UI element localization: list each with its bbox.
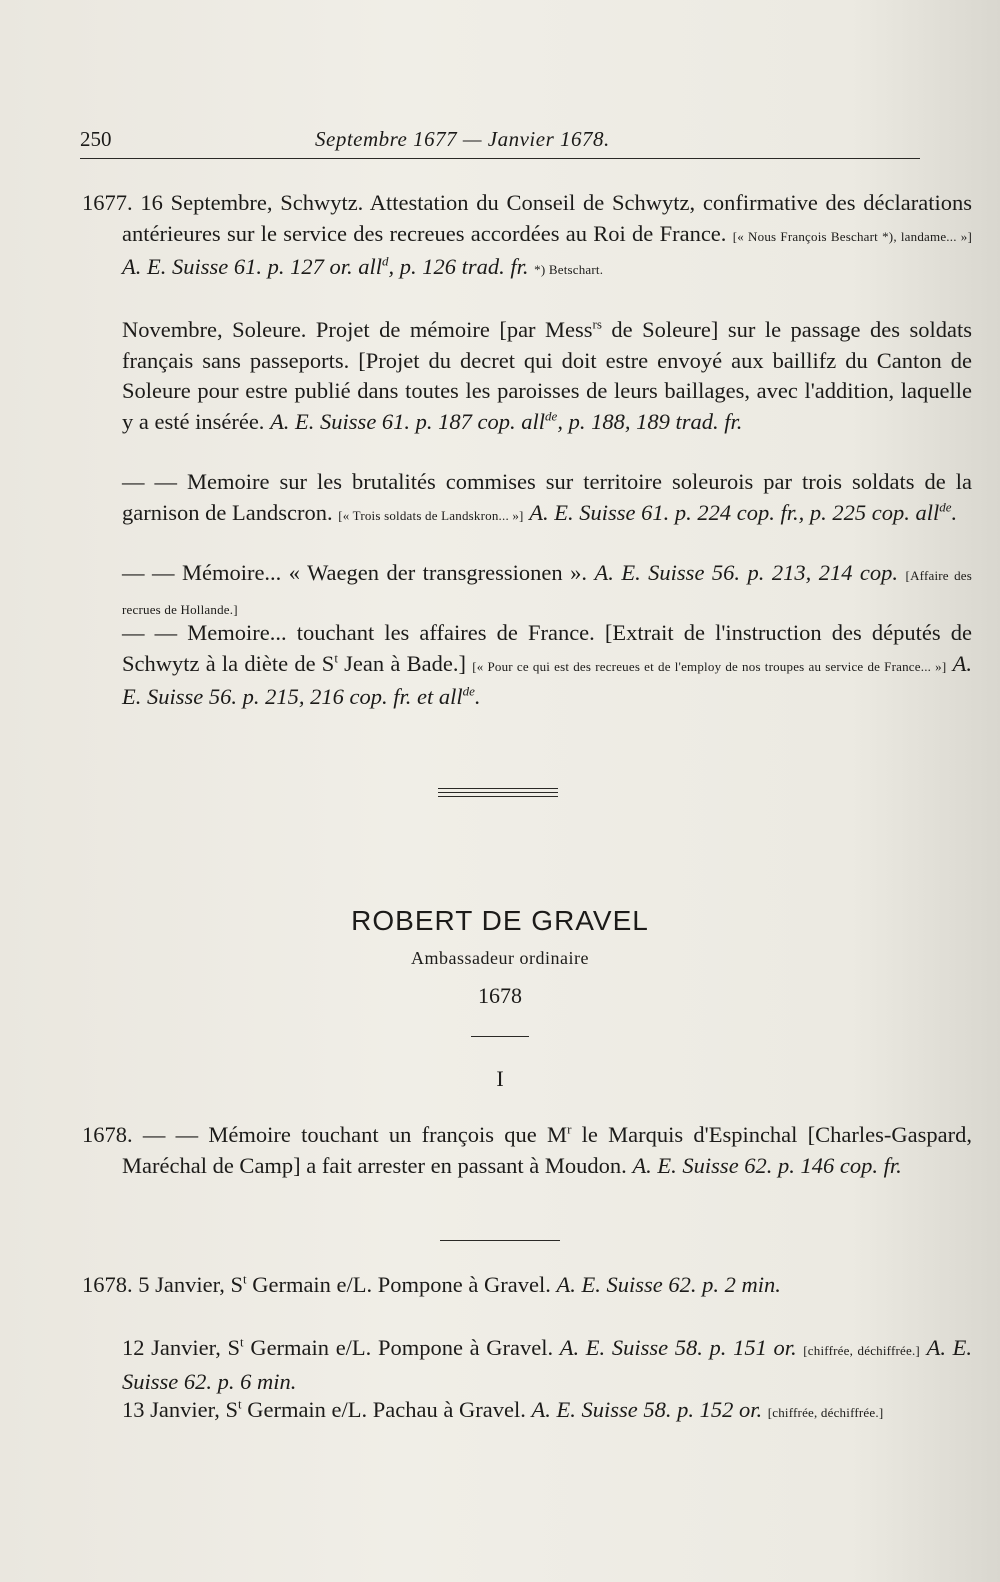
archive-reference: A. E. Suisse 62. p. 146 cop. fr.	[632, 1152, 902, 1178]
entry-1678-01-05	[82, 1270, 972, 1301]
entry-note: [chiffrée, déchiffrée.]	[803, 1343, 920, 1358]
superscript: t	[242, 1271, 247, 1287]
ambassador-name: ROBERT DE GRAVEL	[351, 905, 649, 936]
entry-text: — — Mémoire... « Waegen der transgressionen ».	[122, 560, 587, 585]
entry-text: 1677. 16 Septembre, Schwytz. Attestation du Conseil de Schwytz, confirmative des déclarations antérieures sur le service des recreues accordées au Roi de France.	[82, 190, 972, 246]
entry-text: Germain e/L. Pompone à Gravel.	[246, 1272, 551, 1297]
running-title: Septembre 1677 — Janvier 1678.	[315, 127, 610, 151]
entry-1678-01-13	[82, 1395, 972, 1429]
entry-text: Novembre, Soleure. Projet de mémoire [par Mess	[122, 317, 593, 342]
entry-memoire-brutalites	[82, 467, 972, 531]
year-rule	[471, 1036, 529, 1037]
entry-text: — — Memoire... touchant les affaires de France. [Extrait de l'instruction des députés de Schwytz à la diète de S	[122, 620, 972, 676]
archive-reference: A. E. Suisse 56. p. 213, 214 cop.	[594, 560, 899, 585]
superscript: t	[240, 1334, 244, 1350]
entry-1677-09-16	[82, 188, 972, 286]
entry-rule	[440, 1240, 560, 1241]
archive-reference: A. E. Suisse 61. p. 187 cop. all	[270, 408, 546, 434]
superscript: d	[382, 253, 389, 269]
entry-text: 12 Janvier, S	[122, 1335, 241, 1360]
entry-note: [« Trois soldats de Landskron... »]	[338, 507, 524, 523]
archive-reference: A. E. Suisse 62. p. 6 min.	[122, 1335, 973, 1394]
archive-reference: A. E. Suisse 58. p. 152 or.	[531, 1397, 763, 1422]
archive-reference: A. E. Suisse 61. p. 127 or. all	[122, 254, 383, 279]
superscript: t	[334, 650, 338, 665]
archive-reference: , p. 126 trad. fr.	[388, 254, 529, 279]
entry-text: 1678. 5 Janvier, S	[82, 1272, 243, 1297]
section-divider	[438, 788, 558, 800]
entry-memoire-waegen	[82, 558, 972, 625]
entry-text: 1678. — — Mémoire touchant un françois que M	[82, 1122, 568, 1147]
archive-reference: A. E. Suisse 56. p. 215, 216 cop. fr. et all	[122, 650, 972, 709]
superscript: t	[237, 1396, 242, 1412]
entry-note: [« Nous François Beschart *), landame... »]	[732, 228, 972, 244]
superscript: rs	[592, 316, 602, 332]
entry-1678-memoire-espinchal	[82, 1120, 972, 1181]
superscript: de	[545, 408, 558, 423]
archive-reference: A. E. Suisse 61. p. 224 cop. fr., p. 225 cop. all	[529, 499, 940, 525]
superscript: r	[567, 1121, 572, 1137]
footnote: *) Betschart.	[534, 262, 604, 277]
entry-text: Germain e/L. Pompone à Gravel.	[243, 1335, 554, 1360]
superscript: de	[462, 683, 475, 699]
entry-1677-11-soleure	[82, 315, 972, 437]
ambassador-title: Ambassadeur ordinaire	[411, 948, 589, 968]
entry-text: — — Memoire sur les brutalités commises sur territoire soleurois par trois soldats de la garnison de Landscron.	[122, 469, 972, 525]
entry-memoire-affaires-france	[82, 618, 972, 713]
entry-text: de Soleure] sur le passage des soldats français sans passeports. [Projet du decret qui doit estre envoyé aux baillifz du Canton de Soleure pour estre publié dans toutes les paroisses de leurs baillages, avec l'addition, laquelle y a esté insérée.	[122, 317, 972, 434]
header-rule	[80, 158, 920, 159]
page-number: 250	[80, 127, 112, 151]
section-numeral: I	[496, 1066, 504, 1091]
archive-reference: A. E. Suisse 58. p. 151 or.	[559, 1335, 797, 1360]
entry-text: Germain e/L. Pachau à Gravel.	[241, 1397, 526, 1422]
archive-reference: , p. 188, 189 trad. fr.	[557, 408, 743, 434]
entry-note: [Affaire des recrues de Hollande.]	[122, 568, 972, 617]
section-year: 1678	[478, 983, 522, 1008]
entry-note: [chiffrée, déchiffrée.]	[767, 1405, 884, 1420]
archive-reference: A. E. Suisse 62. p. 2 min.	[556, 1272, 781, 1297]
entry-text: 13 Janvier, S	[122, 1397, 238, 1422]
entry-1678-01-12	[82, 1333, 972, 1397]
entry-text: Jean à Bade.]	[337, 650, 466, 676]
archive-reference: .	[474, 684, 481, 709]
page-header	[80, 127, 920, 157]
superscript: de	[939, 499, 952, 514]
entry-text: le Marquis d'Espinchal [Charles-Gaspard, Maréchal de Camp] a fait arrester en passant à Moudon.	[122, 1122, 972, 1178]
archive-reference: .	[951, 499, 958, 525]
entry-note: [« Pour ce qui est des recreues et de l'employ de nos troupes au service de France... »]	[472, 658, 947, 674]
